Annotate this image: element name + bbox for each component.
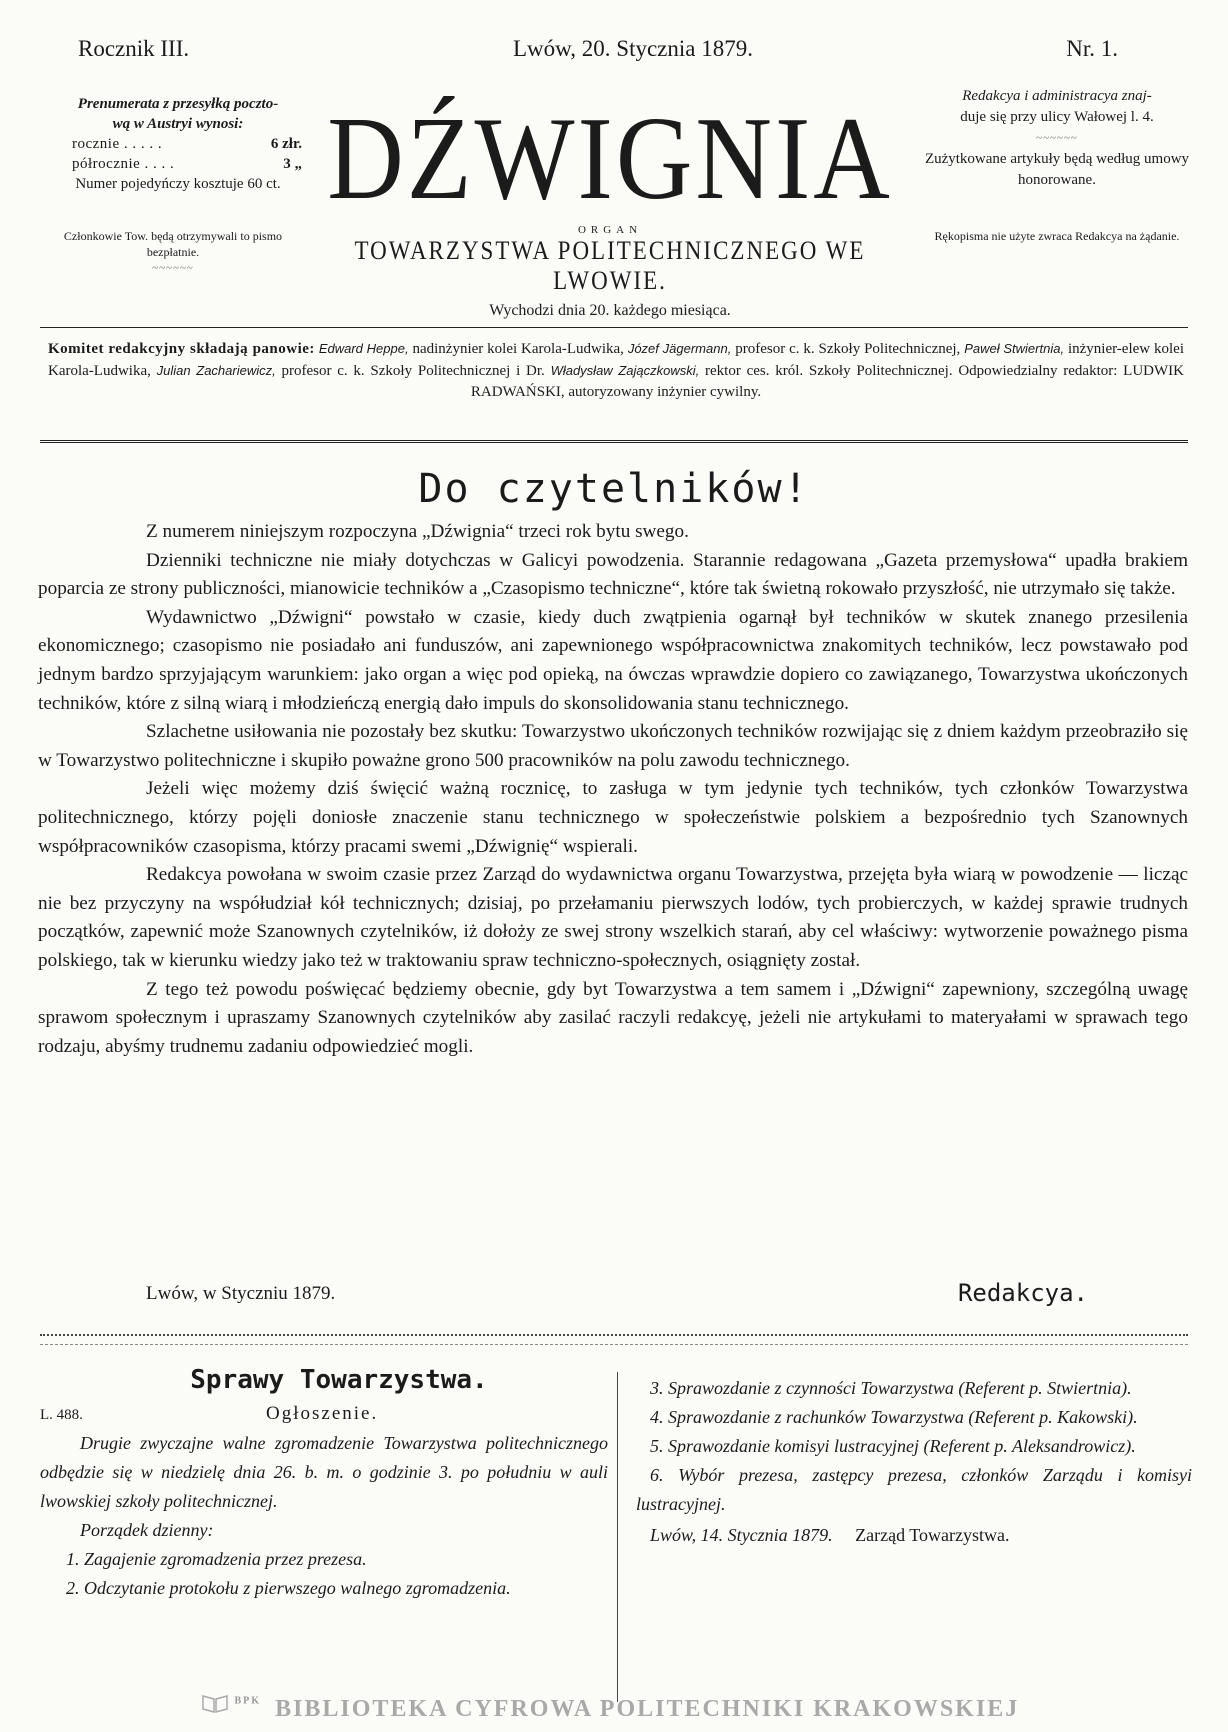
article-paragraph: Szlachetne usiłowania nie pozostały bez skutku: Towarzystwo ukończonych techników rozwijając się z dniem każdym przeobraziło się w Towarzystwo politechniczne i skupiło poważne grono 500 pracowników na polu zawodu technicznego. <box>38 721 1188 771</box>
issue-number: Nr. 1. <box>1066 36 1118 61</box>
volume-label: Rocznik III. <box>78 36 190 61</box>
notice-closing-board: Zarząd Towarzystwa. <box>855 1525 1010 1545</box>
article-place-date: Lwów, w Styczniu 1879. <box>146 1283 336 1304</box>
used-articles-note: Zużytkowane artykuły będą według umowy honorowane. <box>924 151 1190 188</box>
notice-title: Ogłoszenie. <box>266 1403 379 1424</box>
members-note-block <box>38 228 308 276</box>
library-logo-text: BPK <box>234 1695 262 1707</box>
masthead-title: DŹWIGNIA <box>327 92 893 224</box>
half-year-value: 3 „ <box>283 156 302 172</box>
agenda-item: 4. Sprawozdanie z rachunków Towarzystwa (Referent p. Kakowski). <box>650 1407 1138 1427</box>
half-year-label: półrocznie . . . . <box>72 156 175 172</box>
notice-reference: L. 488. <box>40 1407 83 1423</box>
masthead <box>300 92 920 320</box>
article-body <box>38 518 1188 1061</box>
header-rule <box>40 327 1188 328</box>
committee-member-4: Julian Zachariewicz, <box>156 363 276 378</box>
article-paragraph: Redakcya powołana w swoim czasie przez Zarząd do wydawnictwa organu Towarzystwa, przejęta była wiarą w powodzenie — licząc nie bez przyczyny na współudział kół technicznych; dzisiaj, po przełamaniu pierwszych lodów, tych probierczych, w każdej sprawie trudnych początków, zapewnić może Szanownych czytelników, iż dołoży ze swej strony wszelkich starań, aby cel właściwy: wytworzenie poważnego pisma polskiego, tak w kierunku wiedzy jako też w traktowaniu spraw techniczno-społecznych, osiągnięty został. <box>38 864 1188 971</box>
committee-member-3: Paweł Stwiertnia, <box>964 341 1065 356</box>
issue-place-date: Lwów, 20. Stycznia 1879. <box>513 36 753 61</box>
notice-header <box>40 1399 608 1429</box>
committee-member-1: Edward Heppe, <box>318 341 409 356</box>
manuscripts-note-block <box>916 228 1198 245</box>
agenda-item: 1. Zagajenie zgromadzenia przez prezesa. <box>66 1549 367 1569</box>
agenda-item: 5. Sprawozdanie komisyi lustracyjnej (Referent p. Aleksandrowicz). <box>650 1436 1136 1456</box>
article-paragraph: Z numerem niniejszym rozpoczyna „Dźwignia“ trzeci rok bytu swego. <box>146 521 689 542</box>
committee-member-2: Józef Jägermann, <box>627 341 732 356</box>
committee-lead: Komitet redakcyjny składają panowie: <box>48 341 315 357</box>
subscription-line-2: wą w Austryi wynosi: <box>112 116 244 132</box>
society-affairs-right-column <box>636 1374 1192 1550</box>
editorial-line-1: Redakcya i administracya znaj- <box>962 88 1152 104</box>
committee-rule <box>40 440 1188 443</box>
masthead-society: TOWARZYSTWA POLITECHNICZNEGO WE LWOWIE. <box>354 236 866 295</box>
committee-text-2: profesor c. k. Szkoły Politechnicznej, <box>731 341 965 357</box>
committee-text-1: nadinżynier kolei Karola-Ludwika, <box>408 341 628 357</box>
agenda-item: 2. Odczytanie protokołu z pierwszego walnego zgromadzenia. <box>66 1578 511 1598</box>
ornament-divider: ~~~~~~ <box>1036 132 1078 144</box>
committee-text-4: profesor c. k. Szkoły Politechnicznej i Dr. <box>275 363 551 379</box>
agenda-label: Porządek dzienny: <box>80 1520 214 1540</box>
subscription-half-year <box>38 154 318 174</box>
library-logo <box>200 1688 261 1714</box>
article-title: Do czytelników! <box>418 466 810 512</box>
members-note: Członkowie Tow. będą otrzymywali to pismo bezpłatnie. <box>63 229 283 259</box>
yearly-label: rocznie . . . . . <box>72 136 163 152</box>
notice-closing <box>636 1521 1192 1550</box>
notice-intro: Drugie zwyczajne walne zgromadzenie Towarzystwa politechnicznego odbędzie się w niedzielę dnia 26. b. m. o godzinie 3. po południu w auli lwowskiej szkoły politechnicznej. <box>40 1433 608 1511</box>
section-separator <box>40 1334 1188 1345</box>
editorial-line-2: duje się przy ulicy Wałowej l. 4. <box>960 109 1154 125</box>
society-affairs-left-column <box>40 1366 608 1603</box>
subscription-line-1: Prenumerata z przesyłką poczto- <box>77 96 279 112</box>
article-paragraph: Jeżeli więc możemy dziś święcić ważną rocznicę, to zasługa w tym jedynie tych techników, tych członków Towarzystwa politechnicznego, którzy pojęli doniosłe znaczenie stanu technicznego w społeczeństwie polskiem a bezpośrednio tych Szanownych współpracowników czasopisma, którzy pracami swemi „Dźwignię“ wspierali. <box>38 778 1188 857</box>
masthead-frequency: Wychodzi dnia 20. każdego miesiąca. <box>489 302 731 319</box>
subscription-info <box>38 94 318 194</box>
masthead-organ: ORGAN <box>577 224 643 236</box>
article-paragraph: Dzienniki techniczne nie miały dotychczas w Galicyi powodzenia. Starannie redagowana „Gazeta przemysłowa“ upadła brakiem poparcia ze strony publiczności, mianowicie techników a „Czasopismo techniczne“, które tak świetną rokowało przyszłość, nie utrzymało się także. <box>38 549 1188 600</box>
committee-member-5: Władysław Zajączkowski, <box>550 363 700 378</box>
book-icon <box>200 1688 230 1714</box>
editorial-info <box>916 86 1198 191</box>
society-affairs-heading: Sprawy Towarzystwa. <box>190 1365 488 1395</box>
manuscripts-note: Rękopisma nie użyte zwraca Redakcya na żądanie. <box>934 229 1180 243</box>
subscription-yearly <box>38 134 318 154</box>
column-divider <box>617 1372 618 1702</box>
committee-text-3: inżynier-elew kolei Karola-Ludwika, <box>48 341 1184 379</box>
article-signature: Redakcya. <box>957 1279 1088 1307</box>
library-name: BIBLIOTEKA CYFROWA POLITECHNIKI KRAKOWSKIEJ <box>275 1696 1020 1722</box>
committee-text-5: rektor ces. król. Szkoły Politechnicznej. Odpowiedzialny redaktor: LUDWIK RADWAŃSKI, autoryzowany inżynier cywilny. <box>470 363 1184 400</box>
article-paragraph: Z tego też powodu poświęcać będziemy obecnie, gdy byt Towarzystwa a tem samem i „Dźwigni“ zapewniony, szczególną uwagę sprawom społecznym i upraszamy Szanownych czytelników aby zasilać raczyli redakcyę, jeżeli nie artykułami to materyałami w sprawach tego rodzaju, abyśmy trudnemu zadaniu odpowiedzieć mogli. <box>38 978 1188 1057</box>
article-paragraph: Wydawnictwo „Dźwigni“ powstało w czasie, kiedy duch zwątpienia ogarnął był techników w skutek znanego przesilenia ekonomicznego; czasopismo nie posiadało ani funduszów, ani zapewnionego współpracownictwa znakomitych techników, lecz powstawało pod jednym bardzo sprzyjającym warunkiem: jako organ a więc pod opieką, na ówczas wprawdzie dopiero co zawiązanego, Towarzystwa ukończonych techników, które z silną wiarą i młodzieńczą energią dało impuls do skonsolidowania stanu technicznego. <box>38 606 1188 714</box>
issue-header <box>78 36 1188 70</box>
yearly-value: 6 złr. <box>270 136 302 152</box>
single-issue-price: Numer pojedyńczy kosztuje 60 ct. <box>75 176 281 192</box>
agenda-item: 3. Sprawozdanie z czynności Towarzystwa (Referent p. Stwiertnia). <box>650 1378 1132 1398</box>
notice-closing-date: Lwów, 14. Stycznia 1879. <box>650 1525 833 1545</box>
library-watermark <box>200 1696 1019 1723</box>
ornament-divider: ~~~~~~ <box>152 262 194 274</box>
editorial-committee <box>48 338 1184 403</box>
agenda-item: 6. Wybór prezesa, zastępcy prezesa, członków Zarządu i komisyi lustracyjnej. <box>636 1465 1192 1514</box>
